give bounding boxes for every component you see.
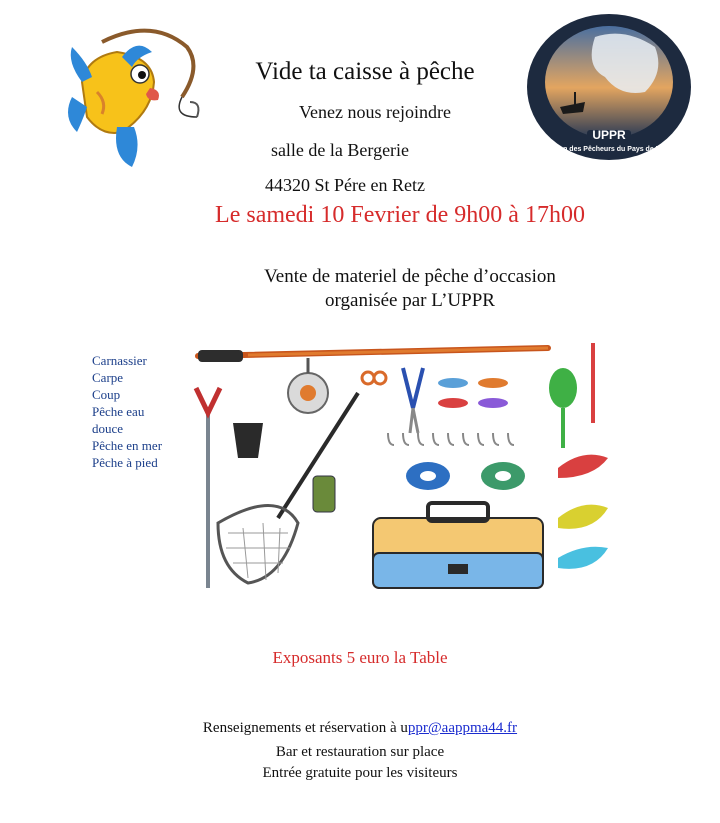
sale-line-2: organisée par L’UPPR: [325, 290, 495, 311]
entry-text: Entrée gratuite pour les visiteurs: [262, 765, 458, 781]
event-date: Le samedi 10 Fevrier de 9h00 à 17h00: [215, 202, 585, 228]
fish-illustration: [62, 22, 222, 172]
email-link[interactable]: ppr@aappma44.fr: [407, 720, 518, 736]
list-item: Carnassier: [92, 353, 147, 368]
info-text: Renseignements et réservation à u: [202, 720, 408, 736]
city-text: 44320 St Pére en Retz: [265, 175, 425, 195]
list-item: douce: [92, 421, 124, 436]
exhibitors-price: Exposants 5 euro la Table: [272, 648, 448, 667]
info-line: [150, 720, 570, 737]
page-title: Vide ta caisse à pêche: [255, 58, 475, 85]
invite-text: Venez nous rejoindre: [299, 102, 451, 122]
list-item: Coup: [92, 387, 121, 402]
list-item: Pêche eau: [92, 404, 145, 419]
bar-text: Bar et restauration sur place: [275, 744, 445, 760]
uppr-logo: [525, 12, 693, 162]
sale-line-1: Vente de materiel de pêche d’occasion: [264, 266, 556, 287]
sale-description: [200, 265, 620, 313]
venue-text: salle de la Bergerie: [270, 140, 410, 160]
list-item: Pêche en mer: [92, 438, 163, 453]
logo-ring-text: Union des Pêcheurs du Pays de Retz: [547, 146, 671, 153]
logo-badge: UPPR: [592, 128, 626, 142]
category-list: [92, 352, 187, 471]
list-item: Carpe: [92, 370, 124, 385]
list-item: Pêche à pied: [92, 455, 158, 470]
fishing-gear-illustration: [188, 328, 618, 618]
